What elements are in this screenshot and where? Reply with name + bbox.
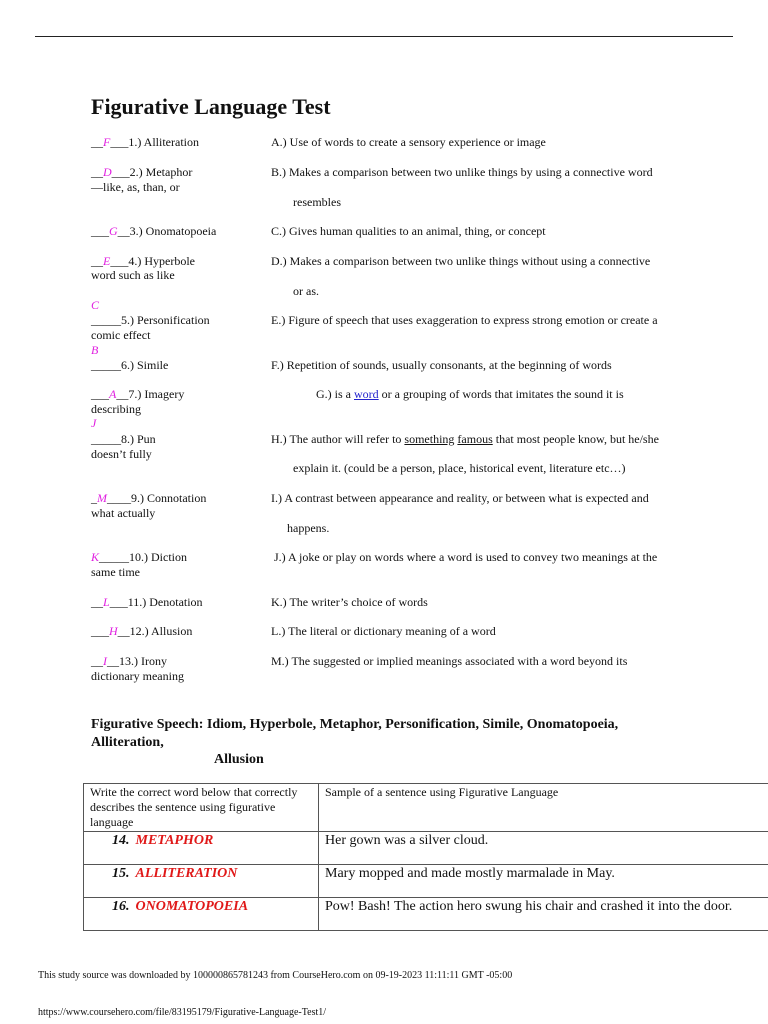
source-footer: This study source was downloaded by 100000865781243 from CourseHero.com on 09-19-2023 11:11:11 GMT -05:00	[38, 970, 513, 981]
table-sentence-cell: Her gown was a silver cloud.	[319, 832, 768, 865]
answer-6: B	[91, 343, 99, 357]
table-header-left: Write the correct word below that correctly describes the sentence using figurative language	[84, 784, 319, 832]
answer-10: K	[91, 550, 100, 564]
item-7: ___A__7.) Imagery	[91, 387, 185, 401]
item-4: __E___4.) Hyperbole	[91, 254, 195, 268]
answer-13: I	[103, 654, 107, 668]
table-answer-word: ONOMATOPOEIA	[135, 899, 249, 914]
definition-g: G.) is a word or a grouping of words that imitates the sound it is	[316, 387, 624, 401]
definition-f: F.) Repetition of sounds, usually consonants, at the beginning of words	[271, 358, 612, 372]
answer-7: A	[109, 387, 117, 401]
source-url[interactable]: https://www.coursehero.com/file/83195179/Figurative-Language-Test1/	[38, 1007, 327, 1018]
table-row	[84, 865, 768, 898]
item-11: __L___11.) Denotation	[91, 595, 203, 609]
definition-h: H.) The author will refer to something famous that most people know, but he/she	[271, 432, 659, 446]
item-5: _____5.) Personification	[91, 313, 210, 327]
definition-b-continuation: resembles	[293, 195, 341, 209]
definition-e: E.) Figure of speech that uses exaggeration to express strong emotion or create a	[271, 313, 658, 327]
answer-1: F	[103, 135, 111, 149]
item-10: K_____10.) Diction	[91, 550, 188, 564]
definition-b: B.) Makes a comparison between two unlike things by using a connective word	[271, 165, 653, 179]
table-answer-word: ALLITERATION	[135, 866, 238, 881]
definition-m: M.) The suggested or implied meanings associated with a word beyond its	[271, 654, 628, 668]
definition-d: D.) Makes a comparison between two unlike things without using a connective	[271, 254, 651, 268]
answer-2: D	[103, 165, 112, 179]
item-4-continuation: word such as like	[91, 268, 175, 282]
item-9-continuation: what actually	[91, 506, 156, 520]
answer-12: H	[109, 624, 118, 638]
answer-4: E	[103, 254, 111, 268]
item-7-continuation: describing	[91, 402, 141, 416]
item-5-continuation: comic effect	[91, 328, 151, 342]
item-6: _____6.) Simile	[91, 358, 169, 372]
sample-table	[83, 783, 768, 931]
definition-h-continuation: explain it. (could be a person, place, historical event, literature etc…)	[293, 461, 626, 475]
item-9: _M____9.) Connotation	[91, 491, 207, 505]
table-row	[84, 898, 768, 931]
table-answer-word: METAPHOR	[135, 833, 214, 848]
definition-d-continuation: or as.	[293, 284, 319, 298]
speech-list-line-1: Figurative Speech: Idiom, Hyperbole, Metaphor, Personification, Simile, Onomatopoeia,	[91, 717, 619, 732]
table-answer-cell: 14. METAPHOR	[84, 832, 319, 865]
item-1: __F___1.) Alliteration	[91, 135, 199, 149]
table-answer-cell: 15. ALLITERATION	[84, 865, 319, 898]
word-link[interactable]: word	[354, 387, 379, 401]
table-header-row	[84, 784, 768, 832]
definition-c: C.) Gives human qualities to an animal, thing, or concept	[271, 224, 546, 238]
answer-3: G	[109, 224, 118, 238]
definition-i-continuation: happens.	[287, 521, 330, 535]
item-2-continuation: —like, as, than, or	[91, 180, 180, 194]
item-10-continuation: same time	[91, 565, 140, 579]
speech-list-line-3: Allusion	[214, 752, 264, 767]
item-13-continuation: dictionary meaning	[91, 669, 184, 683]
definition-a: A.) Use of words to create a sensory experience or image	[271, 135, 546, 149]
table-answer-cell: 16. ONOMATOPOEIA	[84, 898, 319, 931]
table-sentence-cell: Pow! Bash! The action hero swung his chair and crashed it into the door.	[319, 898, 768, 931]
item-2: __D___2.) Metaphor	[91, 165, 193, 179]
answer-11: L	[103, 595, 110, 609]
answer-8: J	[91, 416, 97, 430]
definition-l: L.) The literal or dictionary meaning of a word	[271, 624, 496, 638]
answer-9: M	[97, 491, 107, 505]
definition-j: J.) A joke or play on words where a word is used to convey two meanings at the	[274, 550, 658, 564]
top-rule	[35, 36, 733, 37]
item-12: ___H__12.) Allusion	[91, 624, 193, 638]
item-3: ___G__3.) Onomatopoeia	[91, 224, 217, 238]
definition-i: I.) A contrast between appearance and reality, or between what is expected and	[271, 491, 649, 505]
item-13: __I__13.) Irony	[91, 654, 167, 668]
answer-5: C	[91, 298, 100, 312]
table-sentence-cell: Mary mopped and made mostly marmalade in May.	[319, 865, 768, 898]
table-row	[84, 832, 768, 865]
speech-list-line-2: Alliteration,	[91, 735, 164, 750]
item-8: _____8.) Pun	[91, 432, 156, 446]
page-title: Figurative Language Test	[91, 94, 331, 119]
table-header-right: Sample of a sentence using Figurative Language	[319, 784, 768, 832]
item-8-continuation: doesn’t fully	[91, 447, 152, 461]
definition-k: K.) The writer’s choice of words	[271, 595, 428, 609]
